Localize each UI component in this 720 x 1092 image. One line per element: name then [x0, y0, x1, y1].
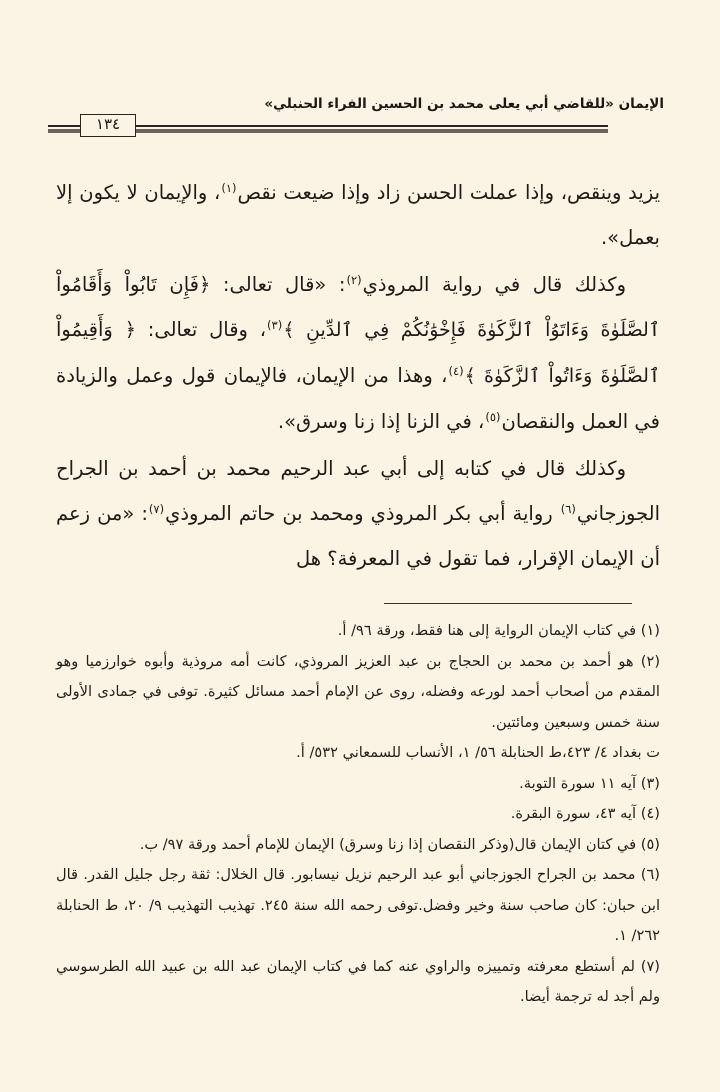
footnote-marker-3[interactable]: (٣): [267, 317, 283, 332]
footnote-marker-2[interactable]: (٢): [346, 272, 362, 287]
p1-line1-text: يزيد وينقص، وإذا عملت الحسن زاد وإذا ضيعت نقص: [237, 181, 661, 204]
p2-line4b: ، في الزنا إذا زنا وسرق».: [277, 410, 485, 433]
p3-line2a: الجراح الجوزجاني: [56, 457, 661, 525]
p2-line4a: في العمل والنقصان: [501, 410, 660, 433]
header-rule: [48, 125, 672, 137]
page-body: [56, 170, 660, 583]
footnote-item-4: (٤) آيه ٤٣، سورة البقرة.: [510, 805, 660, 822]
footnote-item-6: [56, 860, 660, 952]
footnote-list: [56, 616, 660, 1013]
page-number: ١٣٤: [80, 114, 136, 137]
running-header: [48, 96, 672, 154]
footnote-6-line-2: القدر. قال ابن حبان: كان صاحب سنة وخير وفضل.توفى رحمه الله سنة ٢٤٥. تهذيب: [56, 866, 660, 914]
p3-line1: وكذلك قال في كتابه إلى أبي عبد الرحيم محمد بن أحمد بن: [118, 457, 627, 480]
footnote-7-line-1: (٧) لم أستطع معرفته وتمييزه والراوي عنه كما في كتاب الإيمان عبد الله بن عبيد الله الطرسوسي: [56, 957, 660, 975]
footnote-item-5: (٥) في كتان الإيمان قال(وذكر النقصان إذا زنا وسرق) الإيمان للإمام أحمد ورقة ٩٧/ ب.: [139, 835, 660, 853]
footnote-2-line-3: جمادى الأولى سنة خمس وسبعين ومائتين.: [56, 683, 660, 731]
p3-line2b: رواية أبي بكر المروذي ومحمد بن حاتم: [238, 502, 553, 525]
header-book-title: الإيمان «للقاضي أبي يعلى محمد بن الحسين الفراء الحنبلي»: [264, 96, 664, 112]
p2-line3b: ، وهذا من الإيمان، فالإيمان قول وعمل والزيادة: [56, 364, 448, 387]
tail-rule-thick: [48, 129, 70, 133]
footnote-marker-6[interactable]: (٦): [560, 501, 576, 516]
footnote-2-line-2: وهو المقدم من أصحاب أحمد لورعه وفضله، روى عن الإمام أحمد مسائل كثيرة. توفى في: [56, 652, 660, 700]
footnote-6-line-1: (٦) محمد بن الجراح الجوزجاني أبو عبد الرحيم نزيل نيسابور. قال الخلال: ثقة رجل جليل: [123, 866, 660, 883]
footnote-item-1: (١) في كتاب الإيمان الرواية إلى هنا فقط، ورقة ٩٦/ أ.: [337, 622, 660, 639]
footnote-marker-4[interactable]: (٤): [448, 363, 464, 378]
p2-line1b: : «قال تعالى: ﴿فَإِن تَابُواْ وَأَقَامُواْ: [56, 273, 346, 296]
p2-line1a: وكذلك قال في رواية المروذي: [362, 273, 627, 296]
footnote-item-2-reference: ت بغداد ٤/ ٤٢٣،ط الحنابلة ٥٦/ ١، الأنساب للسمعاني ٥٣٢/ أ.: [296, 744, 660, 761]
p1-line2-text: يكون إلا بعمل».: [56, 181, 660, 249]
footnote-item-3: (٣) آيه ١١ سورة التوبة.: [519, 774, 660, 792]
body-paragraph-1: [56, 170, 660, 260]
quran-verse-baqarah-43: ٱلصَّلَوٰةَ وَءَاتُواْ ٱلزَّكَوٰةَ ﴾: [464, 365, 660, 387]
footnote-marker-5[interactable]: (٥): [485, 409, 501, 424]
footnote-item-7: [56, 952, 660, 1013]
p1-line1-tail: ، والإيمان لا: [126, 181, 221, 204]
p2-line2b: ، وقال تعالى: ﴿ وَأَقِيمُواْ: [56, 318, 267, 341]
body-paragraph-3: [56, 446, 660, 581]
tail-rule-thin: [48, 125, 70, 127]
footnote-2-line-1: (٢) هو أحمد بن محمد بن الحجاج بن عبد العزيز المروذي، كانت أمه مروذية وأبوه خوارزميا: [85, 652, 661, 670]
footnote-marker-1[interactable]: (١): [221, 180, 237, 195]
footnote-separator: [384, 603, 632, 604]
footnote-7-line-2: ولم أجد له ترجمة أيضا.: [519, 988, 660, 1005]
page-number-rule-tail: [48, 125, 72, 137]
footnote-marker-7[interactable]: (٧): [148, 501, 165, 516]
body-paragraph-2: [56, 262, 660, 444]
footnote-6-line-3: التهذيب ٩/ ٢٠، ط الحنابلة ٢٦٢/ ١.: [56, 896, 660, 944]
footnote-item-2: [56, 647, 660, 739]
p3-line3b: : «من زعم أن الإيمان الإقرار، فما تقول في المعرفة؟ هل: [56, 502, 660, 570]
quran-verse-tawbah-11: ٱلصَّلَوٰةَ وَءَاتَوُاْ ٱلزَّكَوٰةَ فَإِخْوَٰنُكُمْ فِي ٱلدِّينِ ﴾: [283, 319, 660, 341]
p3-line3a: المروذي: [165, 502, 232, 525]
